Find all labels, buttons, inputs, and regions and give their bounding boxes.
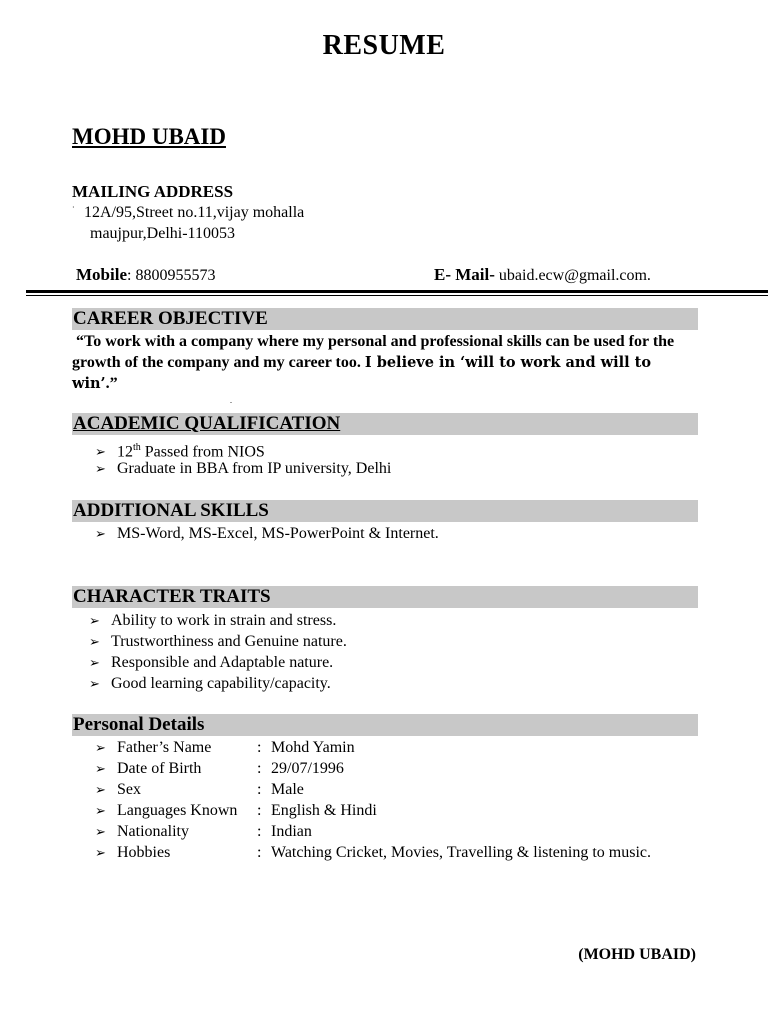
trait-item: ➢ Trustworthiness and Genuine nature. — [89, 631, 347, 653]
email-label: E- Mail- — [434, 265, 495, 284]
personal-row: ➢ Languages Known : English & Hindi — [95, 800, 377, 822]
career-objective-label: CAREER OBJECTIVE — [73, 308, 268, 329]
arrow-bullet-icon: ➢ — [95, 741, 106, 756]
academic-heading — [72, 413, 698, 435]
arrow-bullet-icon: ➢ — [95, 804, 106, 819]
divider-thick — [26, 290, 768, 293]
email-value: ubaid.ecw@gmail.com. — [498, 267, 651, 284]
skills-heading — [72, 500, 698, 522]
address-stray-mark: · — [72, 203, 75, 212]
personal-row: ➢ Sex : Male — [95, 779, 304, 801]
skills-item: ➢ MS-Word, MS-Excel, MS-PowerPoint & Internet. — [95, 523, 439, 545]
mobile-label: Mobile — [76, 265, 127, 284]
personal-label: Personal Details — [73, 714, 205, 735]
arrow-bullet-icon: ➢ — [95, 846, 106, 861]
personal-row: ➢ Date of Birth : 29/07/1996 — [95, 758, 344, 780]
academic-label: ACADEMIC QUALIFICATION — [73, 413, 341, 434]
personal-row: ➢ Father’s Name : Mohd Yamin — [95, 737, 355, 759]
trait-item: ➢ Responsible and Adaptable nature. — [89, 652, 333, 674]
personal-heading — [72, 714, 698, 736]
traits-label: CHARACTER TRAITS — [73, 586, 271, 607]
traits-heading — [72, 586, 698, 608]
arrow-bullet-icon: ➢ — [95, 825, 106, 840]
arrow-bullet-icon: ➢ — [95, 445, 106, 461]
personal-row: ➢ Nationality : Indian — [95, 821, 312, 843]
arrow-bullet-icon: ➢ — [89, 635, 100, 650]
mobile-value: : 8800955573 — [127, 267, 216, 284]
trait-item: ➢ Ability to work in strain and stress. — [89, 610, 336, 632]
career-text-part2: I believe in ‘will to work and will to win’ — [72, 354, 652, 392]
email-line — [434, 265, 651, 285]
skills-label: ADDITIONAL SKILLS — [73, 500, 269, 521]
arrow-bullet-icon: ➢ — [95, 462, 106, 477]
applicant-name: MOHD UBAID — [72, 124, 226, 149]
career-text-part1: “To work with a company where my personal and professional skills can be used for the growth of the company and my career too. — [72, 333, 675, 371]
career-objective-heading — [72, 308, 698, 330]
arrow-bullet-icon: ➢ — [95, 762, 106, 777]
address-line-1: 12A/95,Street no.11,vijay mohalla — [84, 204, 305, 221]
stray-dot: . — [230, 396, 232, 405]
divider-thin — [26, 295, 768, 296]
arrow-bullet-icon: ➢ — [95, 527, 106, 542]
signature: (MOHD UBAID) — [578, 946, 696, 963]
mobile-line — [76, 265, 215, 285]
page-title: RESUME — [322, 30, 446, 61]
arrow-bullet-icon: ➢ — [89, 614, 100, 629]
arrow-bullet-icon: ➢ — [89, 656, 100, 671]
career-text-part3: .” — [105, 375, 118, 392]
arrow-bullet-icon: ➢ — [95, 783, 106, 798]
academic-item-1: ➢ 12th Passed from NIOS — [95, 437, 265, 463]
mailing-address-heading: MAILING ADDRESS — [72, 182, 234, 201]
academic-item-2: ➢ Graduate in BBA from IP university, Delhi — [95, 458, 391, 480]
address-line-2: maujpur,Delhi-110053 — [90, 225, 235, 242]
personal-row: ➢ Hobbies : Watching Cricket, Movies, Travelling & listening to music. — [95, 842, 651, 864]
career-objective-text — [72, 331, 698, 394]
trait-item: ➢ Good learning capability/capacity. — [89, 673, 331, 695]
arrow-bullet-icon: ➢ — [89, 677, 100, 692]
